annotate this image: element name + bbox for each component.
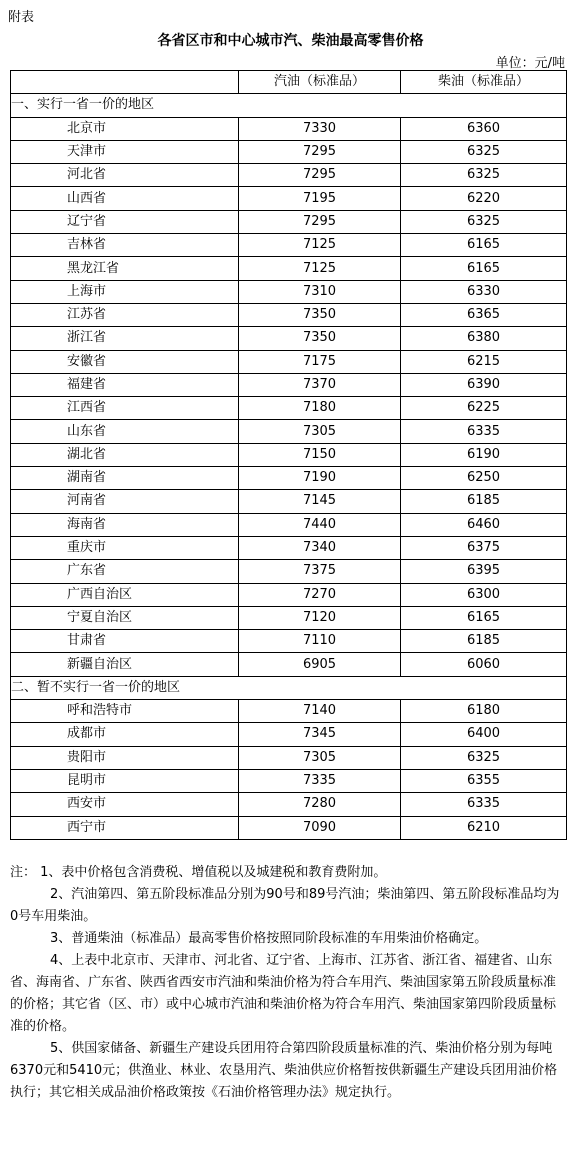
table-row [11,793,567,816]
region-cell: 昆明市 [11,769,239,792]
region-cell: 成都市 [11,723,239,746]
note-item: 4、上表中北京市、天津市、河北省、辽宁省、上海市、江苏省、浙江省、福建省、山东省、海南省、广东省、陕西省西安市汽油和柴油价格为符合车用汽、柴油国家第五阶段质量标准的价格；其它省（区、市）或中心城市汽油和柴油价格为符合车用汽、柴油国家第四阶段质量标准的价格。 [10,953,557,1034]
gasoline-price-cell: 7120 [239,606,401,629]
header-cell-diesel: 柴油（标准品） [401,71,567,94]
diesel-price-cell: 6185 [401,490,567,513]
diesel-price-cell: 6180 [401,700,567,723]
region-cell: 安徽省 [11,350,239,373]
table-body [11,94,567,840]
region-cell: 贵阳市 [11,746,239,769]
table-row [11,816,567,839]
table-row [11,630,567,653]
table-row [11,140,567,163]
diesel-price-cell: 6375 [401,536,567,559]
gasoline-price-cell: 7175 [239,350,401,373]
diesel-price-cell: 6390 [401,373,567,396]
region-cell: 宁夏自治区 [11,606,239,629]
table-row [11,117,567,140]
gasoline-price-cell: 7370 [239,373,401,396]
region-cell: 江西省 [11,397,239,420]
table-row [11,700,567,723]
region-cell: 河南省 [11,490,239,513]
table-row [11,210,567,233]
region-cell: 重庆市 [11,536,239,559]
region-cell: 呼和浩特市 [11,700,239,723]
header-cell-gasoline: 汽油（标准品） [239,71,401,94]
region-cell: 海南省 [11,513,239,536]
region-cell: 新疆自治区 [11,653,239,676]
gasoline-price-cell: 7125 [239,257,401,280]
gasoline-price-cell: 7150 [239,443,401,466]
header-cell-region [11,71,239,94]
table-row [11,373,567,396]
diesel-price-cell: 6060 [401,653,567,676]
table-row [11,769,567,792]
gasoline-price-cell: 7180 [239,397,401,420]
diesel-price-cell: 6325 [401,210,567,233]
diesel-price-cell: 6325 [401,746,567,769]
section-title: 一、实行一省一价的地区 [11,94,567,117]
gasoline-price-cell: 7295 [239,210,401,233]
table-row [11,653,567,676]
region-cell: 浙江省 [11,327,239,350]
diesel-price-cell: 6225 [401,397,567,420]
diesel-price-cell: 6380 [401,327,567,350]
gasoline-price-cell: 7440 [239,513,401,536]
gasoline-price-cell: 7350 [239,327,401,350]
gasoline-price-cell: 7140 [239,700,401,723]
table-row [11,303,567,326]
gasoline-price-cell: 7350 [239,303,401,326]
region-cell: 湖南省 [11,467,239,490]
region-cell: 山西省 [11,187,239,210]
region-cell: 西宁市 [11,816,239,839]
region-cell: 黑龙江省 [11,257,239,280]
gasoline-price-cell: 7125 [239,234,401,257]
table-row [11,513,567,536]
region-cell: 西安市 [11,793,239,816]
gasoline-price-cell: 7145 [239,490,401,513]
gasoline-price-cell: 7310 [239,280,401,303]
diesel-price-cell: 6190 [401,443,567,466]
gasoline-price-cell: 7295 [239,164,401,187]
region-cell: 吉林省 [11,234,239,257]
diesel-price-cell: 6220 [401,187,567,210]
diesel-price-cell: 6185 [401,630,567,653]
region-cell: 辽宁省 [11,210,239,233]
page-title: 各省区市和中心城市汽、柴油最高零售价格 [157,33,424,49]
price-table [10,70,567,840]
gasoline-price-cell: 7110 [239,630,401,653]
gasoline-price-cell: 7305 [239,746,401,769]
region-cell: 湖北省 [11,443,239,466]
gasoline-price-cell: 7375 [239,560,401,583]
table-row [11,164,567,187]
gasoline-price-cell: 7345 [239,723,401,746]
region-cell: 福建省 [11,373,239,396]
diesel-price-cell: 6300 [401,583,567,606]
note-item: 2、汽油第四、第五阶段标准品分别为90号和89号汽油；柴油第四、第五阶段标准品均为0号车用柴油。 [10,887,560,924]
table-row [11,234,567,257]
diesel-price-cell: 6395 [401,560,567,583]
annex-label: 附表 [8,10,35,25]
diesel-price-cell: 6325 [401,140,567,163]
section-title: 二、暂不实行一省一价的地区 [11,676,567,699]
gasoline-price-cell: 7340 [239,536,401,559]
gasoline-price-cell: 7270 [239,583,401,606]
diesel-price-cell: 6330 [401,280,567,303]
diesel-price-cell: 6400 [401,723,567,746]
table-row [11,327,567,350]
table-row [11,397,567,420]
note-item: 注： 1、表中价格包含消费税、增值税以及城建税和教育费附加。 [10,865,387,880]
gasoline-price-cell: 7195 [239,187,401,210]
note-item: 3、普通柴油（标准品）最高零售价格按照同阶段标准的车用柴油价格确定。 [50,931,488,946]
region-cell: 天津市 [11,140,239,163]
table-row [11,280,567,303]
gasoline-price-cell: 6905 [239,653,401,676]
diesel-price-cell: 6360 [401,117,567,140]
region-cell: 河北省 [11,164,239,187]
diesel-price-cell: 6335 [401,420,567,443]
gasoline-price-cell: 7335 [239,769,401,792]
region-cell: 山东省 [11,420,239,443]
note-item: 5、供国家储备、新疆生产建设兵团用符合第四阶段质量标准的汽、柴油价格分别为每吨6370元和5410元；供渔业、林业、农垦用汽、柴油供应价格暂按供新疆生产建设兵团用油价格执行；其它相关成品油价格政策按《石油价格管理办法》规定执行。 [10,1041,558,1100]
region-cell: 江苏省 [11,303,239,326]
section-row [11,94,567,117]
diesel-price-cell: 6460 [401,513,567,536]
table-row [11,443,567,466]
diesel-price-cell: 6325 [401,164,567,187]
region-cell: 广东省 [11,560,239,583]
notes [10,862,566,1104]
table-row [11,490,567,513]
table-row [11,583,567,606]
diesel-price-cell: 6165 [401,606,567,629]
table-row [11,723,567,746]
diesel-price-cell: 6210 [401,816,567,839]
table-row [11,257,567,280]
table-row [11,746,567,769]
diesel-price-cell: 6355 [401,769,567,792]
diesel-price-cell: 6165 [401,257,567,280]
diesel-price-cell: 6250 [401,467,567,490]
diesel-price-cell: 6215 [401,350,567,373]
gasoline-price-cell: 7280 [239,793,401,816]
diesel-price-cell: 6335 [401,793,567,816]
region-cell: 北京市 [11,117,239,140]
gasoline-price-cell: 7295 [239,140,401,163]
region-cell: 广西自治区 [11,583,239,606]
region-cell: 上海市 [11,280,239,303]
table-row [11,536,567,559]
unit-label: 单位：元/吨 [495,56,565,71]
table-row [11,606,567,629]
table-row [11,467,567,490]
region-cell: 甘肃省 [11,630,239,653]
table-row [11,350,567,373]
gasoline-price-cell: 7330 [239,117,401,140]
table-header-row [11,71,567,94]
table-row [11,187,567,210]
gasoline-price-cell: 7190 [239,467,401,490]
table-row [11,420,567,443]
gasoline-price-cell: 7090 [239,816,401,839]
diesel-price-cell: 6365 [401,303,567,326]
section-row [11,676,567,699]
gasoline-price-cell: 7305 [239,420,401,443]
table-row [11,560,567,583]
diesel-price-cell: 6165 [401,234,567,257]
